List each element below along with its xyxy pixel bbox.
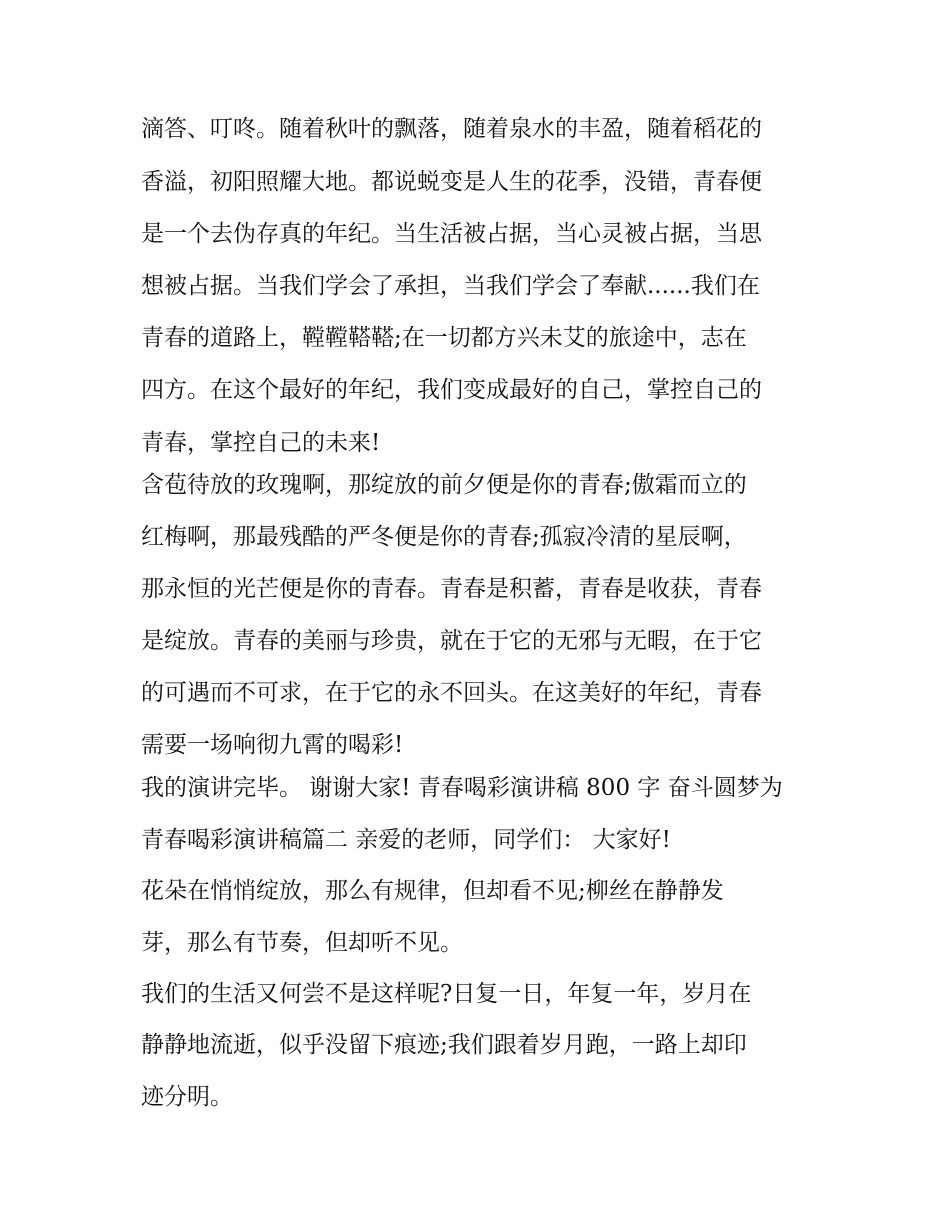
text-line: 我的演讲完毕。 谢谢大家! 青春喝彩演讲稿 800 字 奋斗圆梦为 (141, 775, 783, 801)
text-line: 是绽放。青春的美丽与珍贵，就在于它的无邪与无暇，在于它 (141, 628, 762, 654)
text-line: 四方。在这个最好的年纪，我们变成最好的自己，掌控自己的 (141, 377, 762, 403)
text-line: 静静地流逝，似乎没留下痕迹;我们跟着岁月跑，一路上却印 (141, 1032, 747, 1058)
text-line: 香溢，初阳照耀大地。都说蜕变是人生的花季，没错，青春便 (141, 169, 762, 195)
text-line: 青春喝彩演讲稿篇二 亲爱的老师，同学们： 大家好! (141, 827, 671, 853)
text-line: 花朵在悄悄绽放，那么有规律，但却看不见;柳丝在静静发 (141, 878, 724, 904)
text-line: 迹分明。 (141, 1084, 233, 1110)
text-line: 想被占据。当我们学会了承担，当我们学会了奉献......我们在 (141, 273, 760, 299)
text-line: 滴答、叮咚。随着秋叶的飘落，随着泉水的丰盈，随着稻花的 (141, 116, 762, 142)
text-line: 青春的道路上，鞺鞺鞳鞳;在一切都方兴未艾的旅途中，志在 (141, 325, 747, 351)
text-line: 需要一场响彻九霄的喝彩! (141, 732, 404, 758)
text-line: 的可遇而不可求，在于它的永不回头。在这美好的年纪，青春 (141, 680, 762, 706)
text-line: 青春，掌控自己的未来! (141, 430, 381, 456)
text-line: 含苞待放的玫瑰啊，那绽放的前夕便是你的青春;傲霜而立的 (141, 472, 747, 498)
text-line: 我们的生活又何尝不是这样呢?日复一日，年复一年，岁月在 (141, 981, 752, 1007)
text-line: 是一个去伪存真的年纪。当生活被占据，当心灵被占据，当思 (141, 221, 762, 247)
text-line: 芽，那么有节奏，但却听不见。 (141, 930, 463, 956)
text-line: 红梅啊，那最残酷的严冬便是你的青春;孤寂冷清的星辰啊， (141, 524, 747, 550)
text-line: 那永恒的光芒便是你的青春。青春是积蓄，青春是收获，青春 (141, 576, 762, 602)
